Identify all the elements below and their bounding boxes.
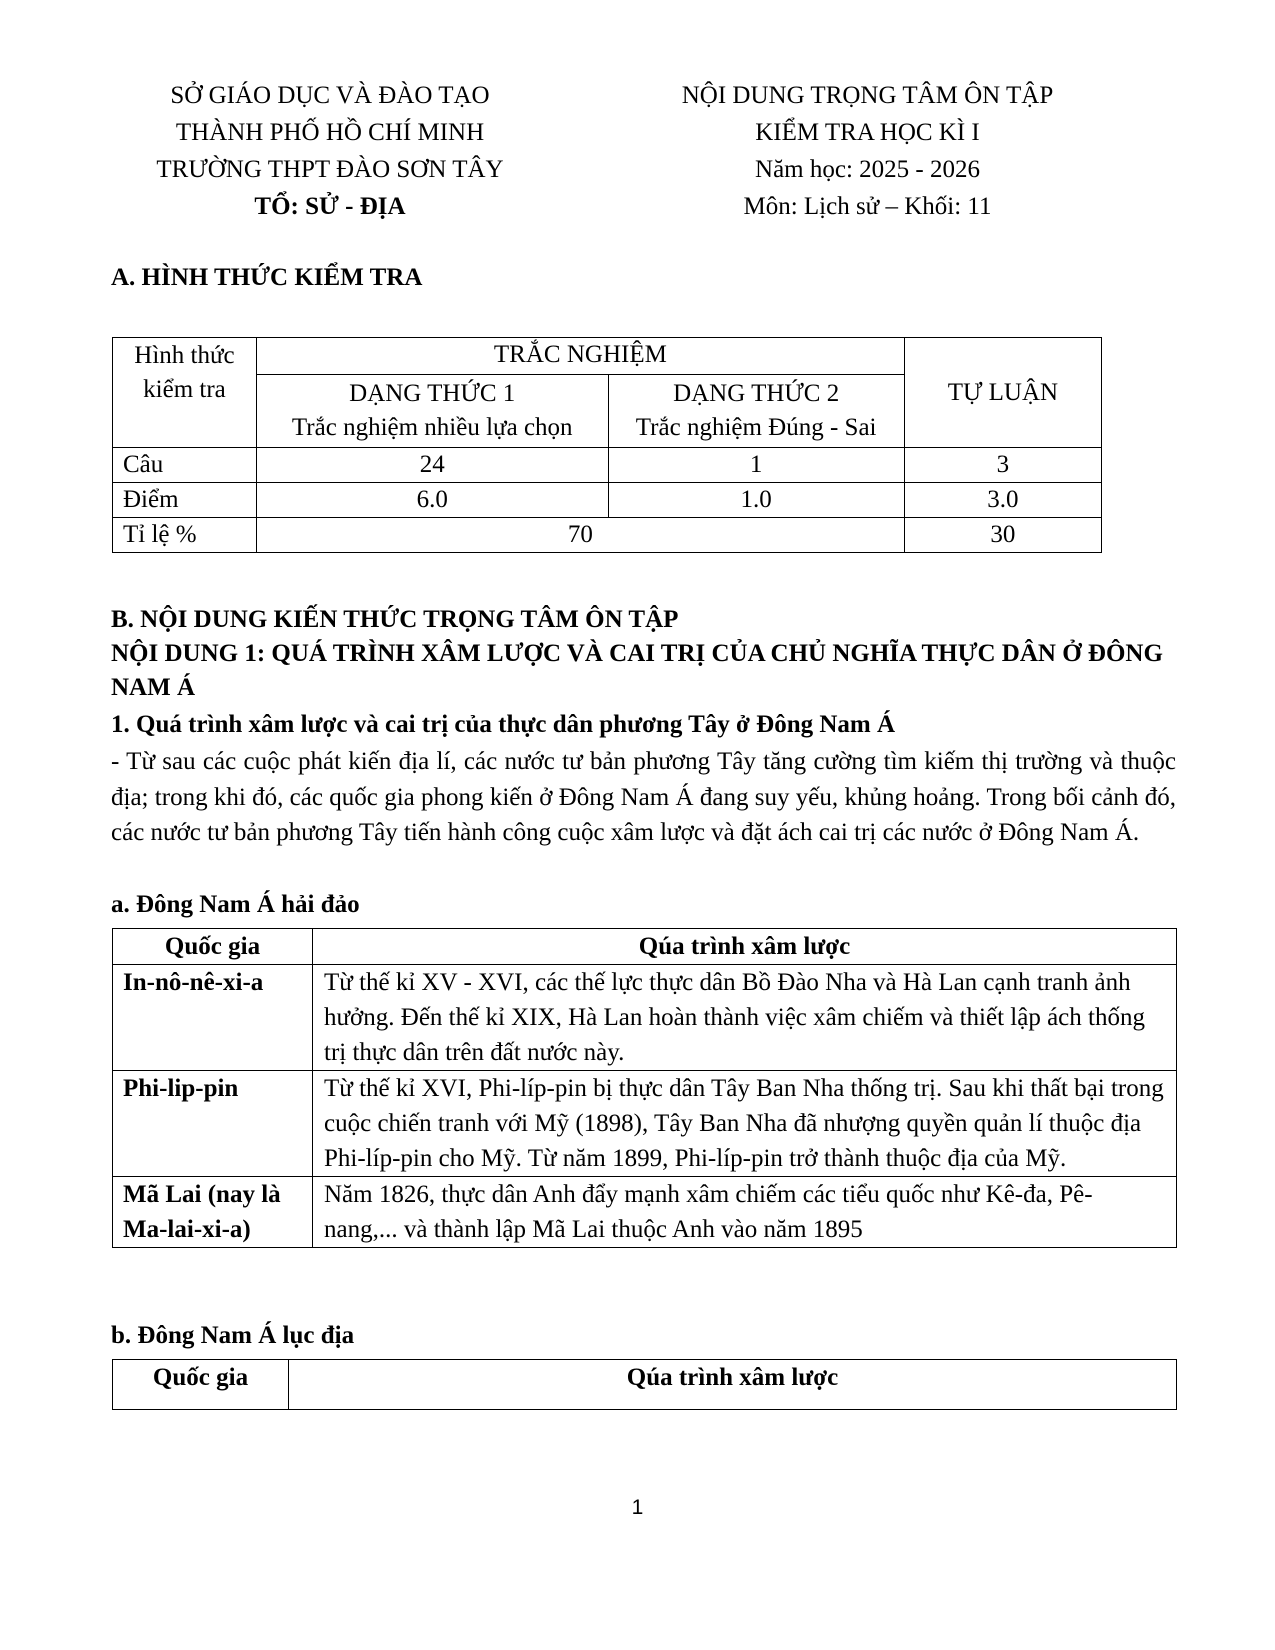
row-label: Điểm (113, 483, 257, 518)
subsection-1-title: 1. Quá trình xâm lược và cai trị của thực dân phương Tây ở Đông Nam Á (111, 711, 896, 738)
essay-count: 3 (904, 448, 1101, 483)
process-cell: Từ thế kỉ XVI, Phi-líp-pin bị thực dân Tây Ban Nha thống trị. Sau khi thất bại trong cuộc chiến tranh với Mỹ (1898), Tây Ban Nha đã nhượng quyền quản lí thuộc địa Phi-líp-pin cho Mỹ. Từ năm 1899, Phi-líp-pin trở thành thuộc địa của Mỹ. (313, 1071, 1177, 1177)
essay-score: 3.0 (904, 483, 1101, 518)
section-b-heading (111, 603, 1171, 705)
form2-desc: Trắc nghiệm Đúng - Sai (608, 411, 904, 448)
header-left (110, 77, 550, 225)
table-row (113, 1177, 1177, 1248)
header-right (625, 77, 1110, 225)
subsection-a-title: a. Đông Nam Á hải đảo (111, 891, 360, 918)
process-cell: Năm 1826, thực dân Anh đẩy mạnh xâm chiếm các tiểu quốc như Kê-đa, Pê-nang,... và thành lập Mã Lai thuộc Anh vào năm 1895 (313, 1177, 1177, 1248)
process-cell: Từ thế kỉ XV - XVI, các thế lực thực dân Bồ Đào Nha và Hà Lan cạnh tranh ảnh hưởng. Đến thế kỉ XIX, Hà Lan hoàn thành việc xâm chiếm và thiết lập ách thống trị thực dân trên đất nước này. (313, 965, 1177, 1071)
school-name: TRƯỜNG THPT ĐÀO SƠN TÂY (156, 156, 504, 183)
form1-desc: Trắc nghiệm nhiều lựa chọn (256, 411, 608, 448)
faculty-name: TỔ: SỬ - ĐỊA (254, 193, 406, 220)
doc-title: NỘI DUNG TRỌNG TÂM ÔN TẬP (681, 82, 1054, 109)
subject-grade: Môn: Lịch sử – Khối: 11 (743, 193, 992, 220)
essay-ratio: 30 (904, 518, 1101, 553)
content-1-title: NỘI DUNG 1: QUÁ TRÌNH XÂM LƯỢC VÀ CAI TRỊ CỦA CHỦ NGHĨA THỰC DÂN Ở ĐÔNG NAM Á (111, 640, 1163, 701)
form1-score: 6.0 (256, 483, 608, 518)
form1-header: DẠNG THỨC 1 (256, 375, 608, 412)
exam-name: KIỂM TRA HỌC KÌ I (755, 119, 980, 146)
subsection-b-title: b. Đông Nam Á lục địa (111, 1322, 355, 1349)
multiple-choice-ratio: 70 (256, 518, 904, 553)
school-year: Năm học: 2025 - 2026 (755, 156, 980, 183)
section-b-title: B. NỘI DUNG KIẾN THỨC TRỌNG TÂM ÔN TẬP (111, 606, 679, 633)
table-row (113, 483, 1102, 518)
department-name: SỞ GIÁO DỤC VÀ ĐÀO TẠO (170, 82, 490, 109)
city-name: THÀNH PHỐ HỒ CHÍ MINH (175, 119, 485, 146)
row-label: Tỉ lệ % (113, 518, 257, 553)
country-cell: Phi-lip-pin (113, 1071, 313, 1177)
row-label: Câu (113, 448, 257, 483)
multiple-choice-header: TRẮC NGHIỆM (256, 338, 904, 375)
table-corner-cell (113, 338, 257, 448)
essay-header: TỰ LUẬN (904, 338, 1101, 448)
process-col-header: Qúa trình xâm lược (313, 929, 1177, 965)
paragraph: - Từ sau các cuộc phát kiến địa lí, các nước tư bản phương Tây tăng cường tìm kiếm thị trường và thuộc địa; trong khi đó, các quốc gia phong kiến ở Đông Nam Á đang suy yếu, khủng hoảng. Trong bối cảnh đó, các nước tư bản phương Tây tiến hành công cuộc xâm lược và đặt ách cai trị các nước ở Đông Nam Á. (111, 748, 1176, 846)
table-row (113, 965, 1177, 1071)
form1-count: 24 (256, 448, 608, 483)
exam-format-table (112, 337, 1102, 553)
form2-score: 1.0 (608, 483, 904, 518)
form2-count: 1 (608, 448, 904, 483)
table-row (113, 448, 1102, 483)
section-a-title: A. HÌNH THỨC KIỂM TRA (111, 264, 423, 291)
form2-header: DẠNG THỨC 2 (608, 375, 904, 412)
country-cell: Mã Lai (nay là Ma-lai-xi-a) (113, 1177, 313, 1248)
maritime-sea-table (112, 928, 1177, 1248)
country-col-header: Quốc gia (113, 929, 313, 965)
corner-label: Hình thức kiểm tra (134, 342, 235, 403)
country-cell: In-nô-nê-xi-a (113, 965, 313, 1071)
process-col-header: Qúa trình xâm lược (289, 1360, 1177, 1410)
table-row (113, 1071, 1177, 1177)
table-row (113, 518, 1102, 553)
mainland-sea-table (112, 1359, 1177, 1410)
page-number: 1 (631, 1496, 644, 1519)
country-col-header: Quốc gia (113, 1360, 289, 1410)
